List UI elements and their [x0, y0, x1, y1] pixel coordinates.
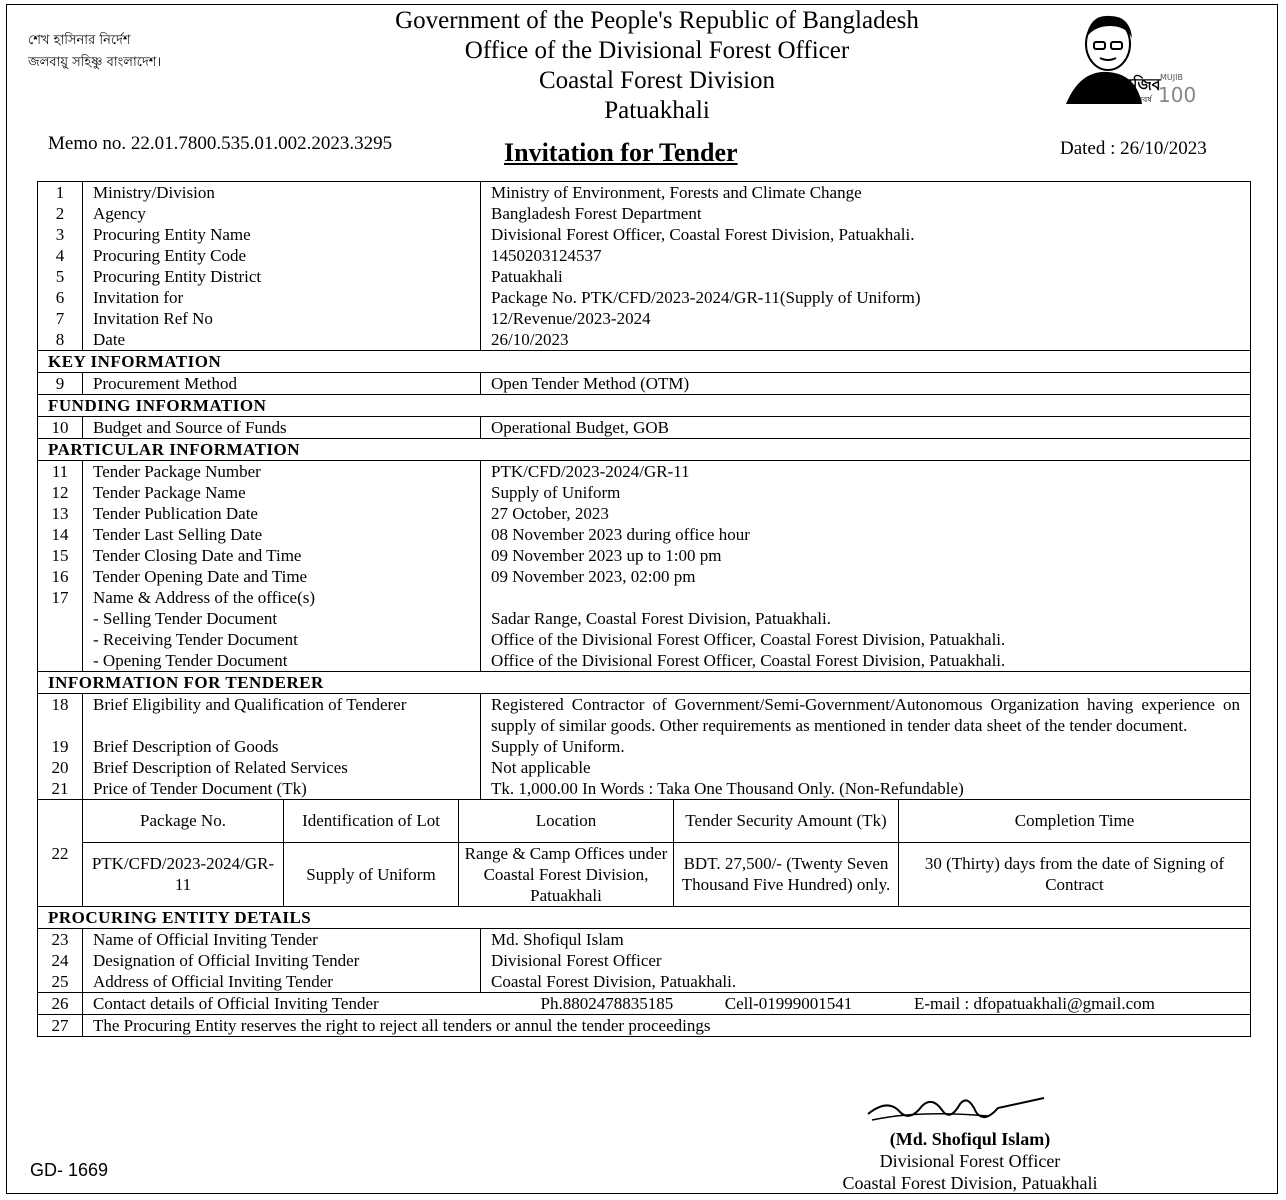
signatory-office: Coastal Forest Division, Patuakhali — [842, 1173, 1098, 1193]
header-line-3: Coastal Forest Division — [538, 67, 776, 94]
page-title: Invitation for Tender — [504, 138, 738, 167]
row-value: Bangladesh Forest Department — [481, 203, 1251, 224]
mujib-100-logo-icon — [1060, 8, 1197, 108]
table-row — [38, 266, 1251, 287]
row-value: Office of the Divisional Forest Officer, Coastal Forest Division, Patuakhali. — [481, 650, 1251, 672]
row-value: Coastal Forest Division, Patuakhali. — [481, 971, 1251, 993]
row-value: Md. Shofiqul Islam — [481, 929, 1251, 951]
table-row — [38, 482, 1251, 503]
table-row — [38, 224, 1251, 245]
table-row — [38, 182, 1251, 204]
entity-rows — [38, 929, 1251, 993]
row-label: Invitation for — [83, 287, 481, 308]
date-label: Dated : 26/10/2023 — [1060, 138, 1207, 159]
lot-header: Completion Time — [899, 800, 1251, 842]
row-label: - Receiving Tender Document — [83, 629, 481, 650]
lot-header: Location — [459, 800, 674, 842]
svg-text:শতবর্ষ: শতবর্ষ — [1132, 95, 1152, 104]
header-line-4: Patuakhali — [604, 97, 710, 124]
lot-cell: Supply of Uniform — [284, 842, 459, 906]
table-row — [38, 629, 1251, 650]
basic-rows — [38, 182, 1251, 351]
table-row: 9 Procurement Method Open Tender Method (OTM) — [38, 373, 1251, 395]
memo-number: Memo no. 22.01.7800.535.01.002.2023.3295 — [48, 133, 393, 154]
table-row — [38, 608, 1251, 629]
row-value: Supply of Uniform — [481, 482, 1251, 503]
table-row — [38, 971, 1251, 993]
row-value: Package No. PTK/CFD/2023-2024/GR-11(Supply of Uniform) — [481, 287, 1251, 308]
row-label: Procuring Entity District — [83, 266, 481, 287]
row-value: Divisional Forest Officer — [481, 950, 1251, 971]
row-label: Procuring Entity Name — [83, 224, 481, 245]
row-value — [481, 587, 1251, 608]
table-row — [38, 461, 1251, 483]
table-row: 26 Contact details of Official Inviting Tender Ph.8802478835185 Cell-01999001541 E-mail : dfopatuakhali@gmail.com — [38, 993, 1251, 1015]
row-label: Tender Last Selling Date — [83, 524, 481, 545]
table-row — [38, 287, 1251, 308]
table-row — [38, 650, 1251, 672]
particular-rows — [38, 461, 1251, 672]
lot-cell: PTK/CFD/2023-2024/GR-11 — [83, 842, 284, 906]
row-number: 7 — [38, 308, 83, 329]
row-label: - Opening Tender Document — [83, 650, 481, 672]
svg-text:100: 100 — [1158, 83, 1197, 107]
row-value: Office of the Divisional Forest Officer, Coastal Forest Division, Patuakhali. — [481, 629, 1251, 650]
row-value: 27 October, 2023 — [481, 503, 1251, 524]
table-row — [38, 524, 1251, 545]
lot-header: Package No. — [83, 800, 284, 842]
contact-email: E-mail : dfopatuakhali@gmail.com — [914, 994, 1155, 1013]
row-label: Agency — [83, 203, 481, 224]
table-row — [38, 929, 1251, 951]
row-label: Name & Address of the office(s) — [83, 587, 481, 608]
table-row — [38, 545, 1251, 566]
row-number — [38, 608, 83, 629]
row-value: 12/Revenue/2023-2024 — [481, 308, 1251, 329]
contact-cell: Cell-01999001541 — [724, 994, 853, 1013]
slogan-line-1: শেখ হাসিনার নির্দেশ — [28, 33, 131, 48]
row-number: 11 — [38, 461, 83, 483]
svg-text:মুজিব: মুজিব — [1124, 75, 1161, 94]
section-key-information: KEY INFORMATION — [38, 351, 1251, 373]
table-row: 27 The Procuring Entity reserves the right to reject all tenders or annul the tender proceedings — [38, 1015, 1251, 1037]
row-number: 13 — [38, 503, 83, 524]
slogan-line-2: জলবায়ু সহিষ্ণু বাংলাদেশ। — [28, 55, 162, 70]
row-value: Divisional Forest Officer, Coastal Forest Division, Patuakhali. — [481, 224, 1251, 245]
section-funding-information: FUNDING INFORMATION — [38, 395, 1251, 417]
row-label: Name of Official Inviting Tender — [83, 929, 481, 951]
row-number: 14 — [38, 524, 83, 545]
row-value: Patuakhali — [481, 266, 1251, 287]
row-number: 24 — [38, 950, 83, 971]
row-number: 4 — [38, 245, 83, 266]
lot-row: 22 Package No. Identification of Lot Location Tender Security Amount (Tk) Completion Time PTK/CFD/2023-2024/GR-11 Supply of Uniform Range & Camp Offices under Coastal Forest Division, Patuakhali BDT. 27,500/- (Twenty Seven Thousand Five Hundred) only. 30 (Thirty) days from the date of Signing of Contract — [38, 800, 1251, 907]
row-number: 2 — [38, 203, 83, 224]
table-row — [38, 245, 1251, 266]
row-label: Procuring Entity Code — [83, 245, 481, 266]
row-number: 3 — [38, 224, 83, 245]
row-value: 09 November 2023 up to 1:00 pm — [481, 545, 1251, 566]
row-label: Tender Closing Date and Time — [83, 545, 481, 566]
row-label: - Selling Tender Document — [83, 608, 481, 629]
header-line-2: Office of the Divisional Forest Officer — [464, 37, 850, 64]
row-number: 17 — [38, 587, 83, 608]
row-value: 26/10/2023 — [481, 329, 1251, 351]
row-value: Ministry of Environment, Forests and Climate Change — [481, 182, 1251, 204]
row-value: Sadar Range, Coastal Forest Division, Patuakhali. — [481, 608, 1251, 629]
svg-text:MUJIB: MUJIB — [1160, 73, 1183, 82]
gd-number: GD- 1669 — [30, 1160, 109, 1180]
row-value: 08 November 2023 during office hour — [481, 524, 1251, 545]
row-number: 25 — [38, 971, 83, 993]
row-number: 1 — [38, 182, 83, 204]
row-number: 15 — [38, 545, 83, 566]
row-label: Designation of Official Inviting Tender — [83, 950, 481, 971]
row-number: 23 — [38, 929, 83, 951]
table-row: 21 Price of Tender Document (Tk) Tk. 1,000.00 In Words : Taka One Thousand Only. (Non-Refundable) — [38, 778, 1251, 800]
table-row — [38, 503, 1251, 524]
lot-header: Identification of Lot — [284, 800, 459, 842]
row-label: Tender Package Number — [83, 461, 481, 483]
contact-phone: Ph.8802478835185 — [540, 994, 674, 1013]
lot-cell: Range & Camp Offices under Coastal Forest Division, Patuakhali — [459, 842, 674, 906]
row-value: PTK/CFD/2023-2024/GR-11 — [481, 461, 1251, 483]
row-label: Date — [83, 329, 481, 351]
row-label: Tender Package Name — [83, 482, 481, 503]
slogan — [28, 30, 161, 74]
letterhead — [310, 6, 1004, 126]
row-number: 6 — [38, 287, 83, 308]
table-row — [38, 329, 1251, 351]
section-procuring-entity-details: PROCURING ENTITY DETAILS — [38, 907, 1251, 929]
row-label: Invitation Ref No — [83, 308, 481, 329]
section-information-for-tenderer: INFORMATION FOR TENDERER — [38, 672, 1251, 694]
row-value: 1450203124537 — [481, 245, 1251, 266]
table-row — [38, 203, 1251, 224]
header-line-1: Government of the People's Republic of Bangladesh — [395, 7, 919, 34]
table-row — [38, 566, 1251, 587]
tender-table — [37, 181, 1251, 1037]
signatory-name: (Md. Shofiqul Islam) — [889, 1129, 1051, 1149]
row-label: Address of Official Inviting Tender — [83, 971, 481, 993]
table-row — [38, 308, 1251, 329]
signature-block — [800, 1128, 1140, 1194]
row-label: Tender Publication Date — [83, 503, 481, 524]
row-number: 5 — [38, 266, 83, 287]
lot-cell: 30 (Thirty) days from the date of Signing of Contract — [899, 842, 1251, 906]
row-label: Ministry/Division — [83, 182, 481, 204]
row-number: 16 — [38, 566, 83, 587]
signatory-designation: Divisional Forest Officer — [879, 1151, 1061, 1171]
row-value: 09 November 2023, 02:00 pm — [481, 566, 1251, 587]
row-number: 8 — [38, 329, 83, 351]
table-row: 19 Brief Description of Goods Supply of Uniform. — [38, 736, 1251, 757]
row-number: 12 — [38, 482, 83, 503]
table-row: 10 Budget and Source of Funds Operational Budget, GOB — [38, 417, 1251, 439]
table-row: 18 Brief Eligibility and Qualification of Tenderer Registered Contractor of Government/Semi-Government/Autonomous Organization having experience on supply of similar goods. Other requirements as mentioned in tender data sheet of the tender document. — [38, 694, 1251, 737]
table-row — [38, 950, 1251, 971]
row-label: Tender Opening Date and Time — [83, 566, 481, 587]
row-number — [38, 650, 83, 672]
lot-table — [83, 800, 1250, 906]
lot-header: Tender Security Amount (Tk) — [674, 800, 899, 842]
lot-cell: BDT. 27,500/- (Twenty Seven Thousand Five Hundred) only. — [674, 842, 899, 906]
table-row: 20 Brief Description of Related Services Not applicable — [38, 757, 1251, 778]
section-particular-information: PARTICULAR INFORMATION — [38, 439, 1251, 461]
table-row — [38, 587, 1251, 608]
row-number — [38, 629, 83, 650]
